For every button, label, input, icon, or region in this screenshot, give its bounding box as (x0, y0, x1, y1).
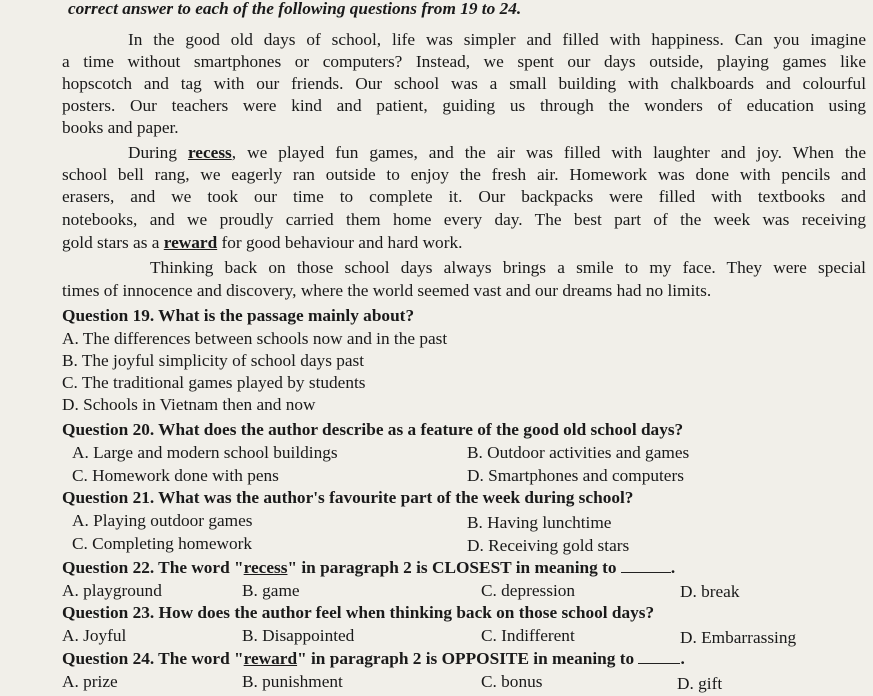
q19-stem: Question 19. What is the passage mainly about? (62, 306, 415, 325)
q23-option-c[interactable]: C. Indifferent (481, 626, 575, 645)
q21-option-d[interactable]: D. Receiving gold stars (467, 536, 630, 555)
q21-option-a[interactable]: A. Playing outdoor games (72, 511, 253, 530)
passage-p2-line5: gold stars as a reward for good behaviour and hard work. (62, 233, 463, 252)
q23-option-d[interactable]: D. Embarrassing (680, 628, 797, 647)
q19-option-c[interactable]: C. The traditional games played by students (62, 373, 366, 392)
passage-p3-line1: Thinking back on those school days always brings a smile to my face. They were special (150, 258, 866, 277)
q24-stem: Question 24. The word "reward" in paragraph 2 is OPPOSITE in meaning to . (62, 649, 685, 668)
passage-p2-line4: notebooks, and we proudly carried them home every day. The best part of the week was receiving (62, 210, 866, 229)
keyword-reward: reward (163, 233, 218, 252)
q19-option-b[interactable]: B. The joyful simplicity of school days past (62, 351, 365, 370)
q22-option-a[interactable]: A. playground (62, 581, 162, 600)
q23-option-b[interactable]: B. Disappointed (242, 626, 355, 645)
q20-option-a[interactable]: A. Large and modern school buildings (72, 443, 338, 462)
passage-p1-line4: posters. Our teachers were kind and patient, guiding us through the wonders of education using (62, 96, 866, 115)
passage-p2-line2: school bell rang, we eagerly ran outside to enjoy the fresh air. Homework was done with pencils and (62, 165, 866, 184)
q19-option-d[interactable]: D. Schools in Vietnam then and now (62, 395, 316, 414)
q20-option-d[interactable]: D. Smartphones and computers (467, 466, 684, 485)
keyword-recess: recess (187, 143, 232, 162)
q24-option-d[interactable]: D. gift (677, 674, 723, 693)
q22-option-d[interactable]: D. break (680, 582, 740, 601)
q24-option-c[interactable]: C. bonus (481, 672, 543, 691)
passage-p3-line2: times of innocence and discovery, where the world seemed vast and our dreams had no limits. (62, 281, 712, 300)
q20-option-c[interactable]: C. Homework done with pens (72, 466, 279, 485)
passage-p1-line5: books and paper. (62, 118, 179, 137)
q20-stem: Question 20. What does the author describe as a feature of the good old school days? (62, 420, 684, 439)
q22-stem: Question 22. The word "recess" in paragraph 2 is CLOSEST in meaning to . (62, 558, 676, 577)
passage-p1-line1: In the good old days of school, life was simpler and filled with happiness. Can you imagine (128, 30, 866, 49)
q22-answer-blank (621, 558, 671, 573)
q22-option-c[interactable]: C. depression (481, 581, 576, 600)
passage-p1-line2: a time without smartphones or computers? Instead, we spent our days outside, playing games like (62, 52, 866, 71)
q24-option-a[interactable]: A. prize (62, 672, 118, 691)
q24-answer-blank (638, 649, 680, 664)
q20-option-b[interactable]: B. Outdoor activities and games (467, 443, 690, 462)
q19-option-a[interactable]: A. The differences between schools now and in the past (62, 329, 448, 348)
instructions-header: correct answer to each of the following questions from 19 to 24. (68, 0, 522, 18)
passage-p1-line3: hopscotch and tag with our friends. Our school was a small building with chalkboards and colourful (62, 74, 866, 93)
q22-option-b[interactable]: B. game (242, 581, 300, 600)
q21-option-c[interactable]: C. Completing homework (72, 534, 253, 553)
q21-stem: Question 21. What was the author's favourite part of the week during school? (62, 488, 634, 507)
q21-option-b[interactable]: B. Having lunchtime (467, 513, 612, 532)
q23-stem: Question 23. How does the author feel when thinking back on those school days? (62, 603, 655, 622)
passage-p2-line3: erasers, and we took our time to complete it. Our backpacks were filled with textbooks and (62, 187, 866, 206)
passage-p2-line1: During recess, we played fun games, and the air was filled with laughter and joy. When the (128, 143, 866, 162)
q23-option-a[interactable]: A. Joyful (62, 626, 127, 645)
q24-option-b[interactable]: B. punishment (242, 672, 343, 691)
